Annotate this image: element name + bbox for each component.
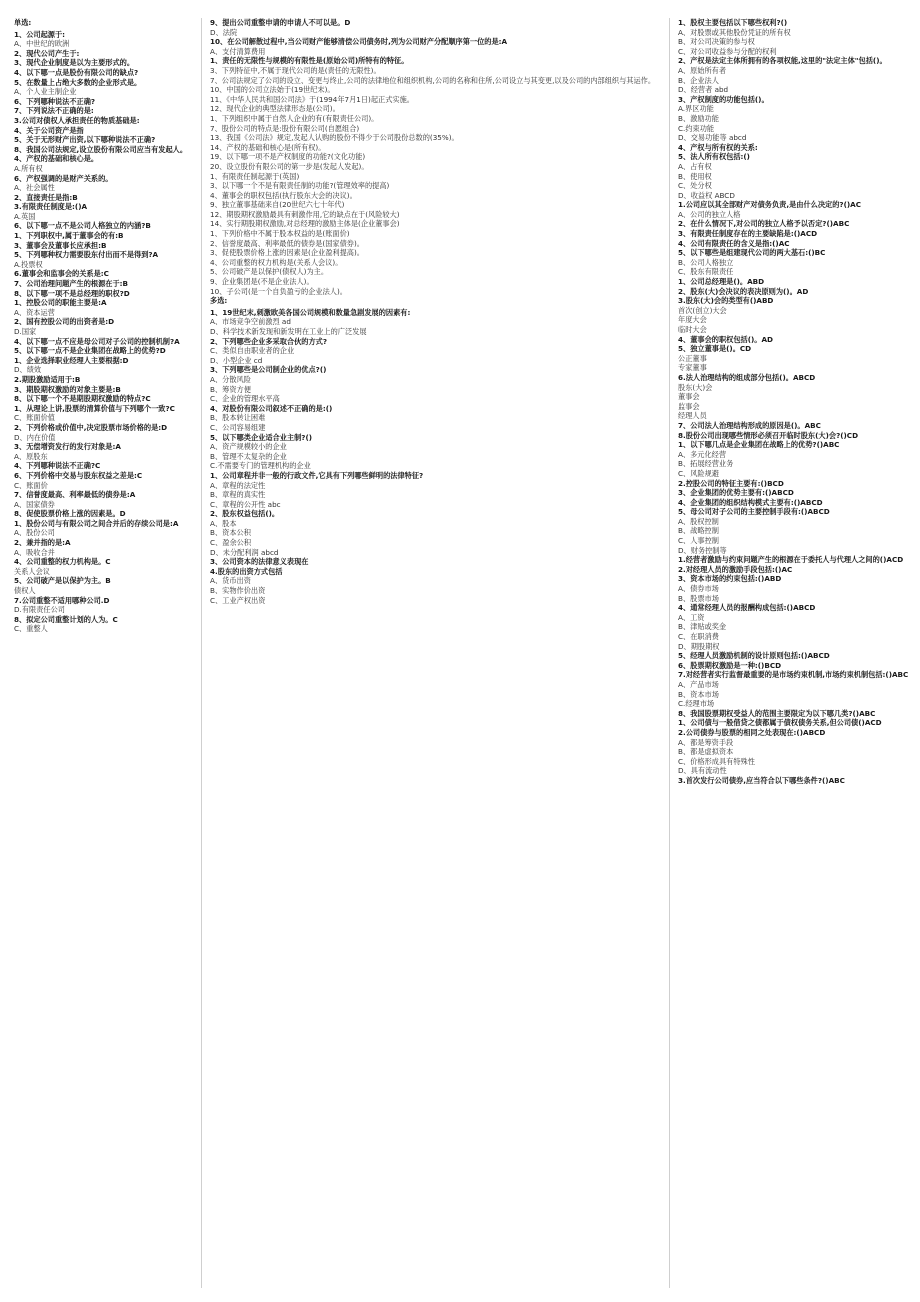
section-heading: 单选: — [14, 18, 32, 27]
question-line: 1、以下哪几点是企业集团在战略上的优势?()ABC — [678, 440, 840, 450]
question-line: 4.股东的出资方式包括 — [210, 566, 283, 576]
question-line: 7、信誉度最高、利率最低的债券是:A — [14, 490, 136, 500]
question-line: 1、公司债与一般借贷之债都属于债权债务关系,但公司债()ACD — [678, 718, 882, 728]
question-line: 1.经营者激励与约束问题产生的根源在于委托人与代理人之间的()ACD — [678, 555, 904, 565]
question-line: 2.控股公司的特征主要有:()BCD — [678, 478, 784, 488]
answer-line: A、个人业主制企业 — [14, 87, 77, 97]
question-line: 4、下列哪种说法不正确?C — [14, 461, 101, 471]
answer-line: C、账面价值 — [14, 413, 55, 423]
answer-line: C、章程的公开性 abc — [210, 499, 281, 509]
answer-line: C、工业产权出资 — [210, 595, 266, 605]
question-line: 4、对股份有限公司叙述不正确的是:() — [210, 403, 333, 413]
question-line: 3、无偿增资发行的发行对象是:A — [14, 442, 121, 452]
answer-line: 7、公司法规定了公司的设立、变更与终止,公司的法律地位和组织机构,公司的名称和住所,公司设立与其变更,以及公司的内部组织与其运作。 — [210, 75, 656, 85]
question-line: 1、公司总经理是()。ABD — [678, 277, 765, 287]
answer-line: C、重整人 — [14, 624, 48, 634]
question-line: 3、下列哪些是公司制企业的优点?() — [210, 365, 327, 375]
answer-line: A、占有权 — [678, 161, 712, 171]
answer-line: A、股权控制 — [678, 516, 719, 526]
answer-line: 7、股份公司的特点是:股份有限公司(自愿组合) — [210, 123, 360, 133]
answer-line: A、支付清算费用 — [210, 46, 266, 56]
question-line: 3.首次发行公司债券,应当符合以下哪些条件?()ABC — [678, 775, 845, 785]
answer-line: A、原股东 — [14, 451, 48, 461]
answer-line: 股东(大)会 — [678, 382, 713, 392]
answer-line: D、财务控制等 — [678, 545, 727, 555]
question-line: 4、以下哪一点不应是母公司对子公司的控制机制?A — [14, 336, 180, 346]
question-line: 3.股东(大)会的类型有()ABD — [678, 296, 774, 306]
answer-line: C、类似自由职业者的企业 — [210, 346, 295, 356]
question-line: 4、通常经理人员的报酬构成包括:()ABCD — [678, 603, 816, 613]
question-line: 2.公司债券与股票的相同之处表现在:()ABCD — [678, 727, 826, 737]
question-line: 5、经理人员激励机制的设计原则包括:()ABCD — [678, 651, 830, 661]
answer-line: D、交易功能等 abcd — [678, 133, 747, 143]
question-line: 5、以下哪类企业适合业主制?() — [210, 432, 313, 442]
answer-line: 5、公司破产是以保护(债权人)为主。 — [210, 267, 329, 277]
answer-line: A、社会属性 — [14, 183, 55, 193]
question-line: 2、国有控股公司的出资者是:D — [14, 317, 115, 327]
question-line: 3、企业集团的优势主要有:()ABCD — [678, 488, 794, 498]
answer-line: A.所有权 — [14, 163, 43, 173]
question-line: 3、公司资本的法律意义表现在 — [210, 557, 309, 567]
column-right — [669, 18, 908, 1288]
answer-line: A.英国 — [14, 211, 36, 221]
question-line: 2、股东权益包括()。 — [210, 509, 280, 519]
question-line: 2、股东(大)会决议的表决原则为()。AD — [678, 286, 809, 296]
answer-line: C、公司容易组建 — [210, 422, 266, 432]
question-line: 2、产权是法定主体所拥有的各项权能,这里的"法定主体"包括()。 — [678, 56, 887, 66]
question-line: 10、在公司解散过程中,当公司财产能够清偿公司债务时,列为公司财产分配顺序第一位的是:A — [210, 37, 508, 47]
answer-line: 关系人会议 — [14, 566, 50, 576]
answer-line: 2、信誉度最高、利率最低的债券是(国家债券)。 — [210, 238, 364, 248]
question-line: 5、以下哪些是组建现代公司的两大基石:()BC — [678, 248, 826, 258]
answer-line: A、分散风险 — [210, 374, 251, 384]
question-line: 7.对经营者实行监督最重要的是市场约束机制,市场约束机制包括:()ABC — [678, 670, 909, 680]
question-line: 3.公司对债权人承担责任的物质基础是: — [14, 115, 140, 125]
answer-line: D、小型企业 cd — [210, 355, 263, 365]
answer-line: 10、中国的公司立法始于(19世纪末)。 — [210, 85, 335, 95]
answer-line: C、账面价 — [14, 480, 48, 490]
question-line: 6、产权强调的是财产关系的。 — [14, 173, 113, 183]
question-line: 5、以下哪一点不是企业集团在战略上的优势?D — [14, 346, 166, 356]
answer-line: B、对公司决策的参与权 — [678, 37, 755, 47]
answer-line: A、对股票或其他股份凭证的所有权 — [678, 27, 791, 37]
question-line: 4、产权与所有权的关系: — [678, 142, 758, 152]
answer-line: D、法院 — [210, 27, 238, 37]
question-line: 5、公司破产是以保护为主。B — [14, 576, 111, 586]
question-line: 4、企业集团的组织结构模式主要有:()ABCD — [678, 497, 823, 507]
question-line: 3、有限责任制度存在的主要缺陷是:()ACD — [678, 229, 818, 239]
answer-line: B、激励功能 — [678, 113, 719, 123]
answer-line: D、内在价值 — [14, 432, 56, 442]
answer-line: A、资本运营 — [14, 307, 55, 317]
question-line: 8、我国公司法规定,设立股份有限公司应当有发起人。 — [14, 144, 188, 154]
answer-line: 4、公司重整的权力机构是(关系人会议)。 — [210, 257, 343, 267]
answer-line: A.界区功能 — [678, 104, 714, 114]
question-line: 6、股票期权激励是一种:()BCD — [678, 660, 782, 670]
answer-line: D、期股期权 — [678, 641, 720, 651]
answer-line: A、债券市场 — [678, 584, 719, 594]
question-line: 6.法人治理结构的组成部分包括()。ABCD — [678, 372, 816, 382]
question-line: 1、公司章程并非一般的行政文件,它具有下列哪些鲜明的法律特征? — [210, 470, 424, 480]
question-line: 3、产权制度的功能包括()。 — [678, 94, 769, 104]
answer-line: B、管理不太复杂的企业 — [210, 451, 287, 461]
answer-line: B、资本公积 — [210, 528, 251, 538]
answer-line: 经理人员 — [678, 411, 707, 421]
question-line: 4、公司重整的权力机构是。C — [14, 557, 111, 567]
answer-line: 3、下列特征中,不属于现代公司的是(责任的无限性)。 — [210, 65, 381, 75]
answer-line: 董事会 — [678, 392, 700, 402]
answer-line: B、资本市场 — [678, 689, 719, 699]
answer-line: A、工资 — [678, 612, 705, 622]
question-line: 3.有限责任制度是:()A — [14, 202, 88, 212]
question-line: 4、公司有限责任的含义是指:()AC — [678, 238, 790, 248]
answer-line: B、企业法人 — [678, 75, 719, 85]
question-line: 2、现代公司产生于: — [14, 48, 80, 58]
answer-line: A、市场竞争空前激烈 ad — [210, 317, 291, 327]
question-line: 4、董事会的职权包括()。AD — [678, 334, 773, 344]
question-line: 1、责任的无限性与规模的有限性是(原始公司)所特有的特征。 — [210, 56, 409, 66]
answer-line: A、资产规模较小的企业 — [210, 442, 287, 452]
answer-line: B、股本转让困难 — [210, 413, 266, 423]
answer-line: D、绩效 — [14, 365, 42, 375]
answer-line: 12、现代企业的典型法律形态是(公司)。 — [210, 104, 340, 114]
answer-line: 1、下列价格中不属于股本权益的是(账面价) — [210, 229, 350, 239]
question-line: 7.公司重整不适用哪种公司.D — [14, 595, 110, 605]
answer-line: 3、促使股票价格上涨的因素是(企业盈利提高)。 — [210, 248, 364, 258]
answer-line: A、都是筹资手段 — [678, 737, 734, 747]
answer-line: A、股本 — [210, 518, 237, 528]
question-line: 8、促使股票价格上涨的因素是。D — [14, 509, 126, 519]
answer-line: C、股东有限责任 — [678, 267, 734, 277]
question-line: 5、母公司对子公司的主要控制手段有:()ABCD — [678, 507, 830, 517]
answer-line: 19、以下哪一项不是产权制度的功能?(文化功能) — [210, 152, 366, 162]
answer-line: 13、我国《公司法》规定,发起人认购的股份不得少于公司股份总数的(35%)。 — [210, 133, 459, 143]
answer-line: C、处分权 — [678, 181, 712, 191]
answer-line: 20、设立股份有限公司的第一步是(发起人发起)。 — [210, 161, 369, 171]
answer-line: 年度大会 — [678, 315, 707, 325]
answer-line: A、中世纪的欧洲 — [14, 39, 70, 49]
answer-line: 公正董事 — [678, 353, 707, 363]
section-heading: 多选: — [210, 296, 228, 306]
answer-line: C.不需要专门的管理机构的企业 — [210, 461, 311, 471]
question-line: 8、拟定公司重整计划的人为。C — [14, 614, 118, 624]
answer-line: D、未分配利润 abcd — [210, 547, 279, 557]
question-line: 8、以下哪一项不是总经理的职权?D — [14, 288, 130, 298]
question-line: 7、下列说法不正确的是: — [14, 106, 94, 116]
question-line: 2、在什么情况下,对公司的独立人格予以否定?()ABC — [678, 219, 850, 229]
answer-line: A.投票权 — [14, 259, 43, 269]
question-line: 2.对经理人员的激励手段包括:()AC — [678, 564, 793, 574]
answer-line: 1、下列组织中属于自然人企业的有(有限责任公司)。 — [210, 113, 379, 123]
question-line: 6、以下哪一点不是公司人格独立的内涵?B — [14, 221, 151, 231]
question-line: 5、下列哪种权力需要股东付出而不是得到?A — [14, 250, 159, 260]
answer-line: A、原始所有者 — [678, 65, 727, 75]
answer-line: B、使用权 — [678, 171, 712, 181]
answer-line: B、实物作价出资 — [210, 586, 266, 596]
answer-line: C、风险规避 — [678, 468, 719, 478]
answer-line: 专家董事 — [678, 363, 707, 373]
answer-line: D、具有流动性 — [678, 766, 727, 776]
question-line: 5、独立董事是()。CD — [678, 344, 752, 354]
question-line: 4、以下哪一点是股份有限公司的缺点? — [14, 67, 139, 77]
question-line: 2、下列价格或价值中,决定股票市场价格的是:D — [14, 422, 168, 432]
question-line: 7、公司治理问题产生的根源在于:B — [14, 279, 128, 289]
answer-line: 12、期股期权激励最具有刺激作用,它的缺点在于(风险较大) — [210, 209, 400, 219]
answer-line: 临时大会 — [678, 325, 707, 334]
answer-line: B、津贴或奖金 — [678, 622, 727, 632]
answer-line: 9、独立董事基础来自(20世纪六七十年代) — [210, 200, 345, 210]
answer-line: A、产品市场 — [678, 679, 719, 689]
question-line: 1、从理论上讲,股票的清算价值与下列哪个一致?C — [14, 403, 175, 413]
question-line: 8、我国股票期权受益人的范围主要限定为以下哪几类?()ABC — [678, 708, 876, 718]
answer-line: 10、子公司(是一个自负盈亏的企业法人)。 — [210, 286, 347, 296]
question-line: 1、企业选择职业经理人主要根据:D — [14, 355, 129, 365]
answer-line: B、战略控制 — [678, 526, 719, 536]
answer-line: D.有限责任公司 — [14, 605, 65, 615]
question-line: 1、控股公司的职能主要是:A — [14, 298, 107, 308]
answer-line: C.约束功能 — [678, 123, 715, 133]
question-line: 5、法人所有权包括:() — [678, 152, 750, 162]
answer-line: B、章程的真实性 — [210, 490, 266, 500]
question-line: 4、关于公司资产是指 — [14, 125, 84, 135]
column-middle — [201, 18, 655, 1288]
question-line: 1、19世纪末,刺激欧美各国公司规模和数量急剧发展的因素有: — [210, 307, 411, 317]
answer-line: 9、企业集团是(不是企业法人)。 — [210, 277, 314, 287]
answer-line: 14、实行期股期权激励,对总经理的激励主体是(企业董事会) — [210, 219, 400, 229]
question-line: 2.期股激励适用于:B — [14, 374, 81, 384]
answer-line: 11、《中华人民共和国公司法》于(1994年7月1日)起正式实施。 — [210, 94, 414, 104]
answer-line: A、公司的独立人格 — [678, 209, 741, 219]
answer-line: B、股票市场 — [678, 593, 719, 603]
question-line: 3、期股期权激励的对象主要是:B — [14, 384, 121, 394]
answer-line: C、企业的管理水平高 — [210, 394, 280, 404]
answer-line: D、经营者 abd — [678, 85, 729, 95]
question-line: 6、下列价格中交易与股东权益之差是:C — [14, 470, 143, 480]
question-line: 2、下列哪些企业多采取合伙的方式? — [210, 336, 328, 346]
answer-line: C、价格形成具有特殊性 — [678, 756, 755, 766]
answer-line: 4、董事会的职权包括(执行股东大会的决议)。 — [210, 190, 357, 200]
question-line: 8、以下哪一个不是期股期权激励的特点?C — [14, 394, 151, 404]
answer-line: A、货币出资 — [210, 576, 251, 586]
question-line: 9、提出公司重整申请的申请人不可以是。D — [210, 18, 351, 27]
answer-line: 监事会 — [678, 401, 700, 411]
answer-line: A、吸收合并 — [14, 547, 55, 557]
document-page — [14, 18, 909, 1288]
answer-line: A、多元化经营 — [678, 449, 727, 459]
answer-line: A、国家债券 — [14, 499, 55, 509]
answer-line: 债权人 — [14, 586, 36, 596]
answer-line: 3、以下哪一个不是有限责任制的功能?(管理效率的提高) — [210, 181, 390, 191]
column-left — [14, 18, 187, 1288]
answer-line: A、股份公司 — [14, 528, 55, 538]
answer-line: B、筹资方便 — [210, 384, 251, 394]
answer-line: B、公司人格独立 — [678, 257, 734, 267]
question-line: 2、直接责任是指:B — [14, 192, 78, 202]
question-line: 1、下列职权中,属于董事会的有:B — [14, 231, 124, 241]
answer-line: C、在职消费 — [678, 632, 719, 641]
question-line: 2、兼并指的是:A — [14, 538, 71, 548]
answer-line: D.国家 — [14, 327, 37, 336]
question-line: 5、关于无形财产出资,以下哪种说法不正确? — [14, 135, 156, 145]
question-line: 3、现代企业制度是以为主要形式的。 — [14, 58, 135, 68]
answer-line: C、人事控制 — [678, 536, 719, 546]
answer-line: 1、有限责任制起源于(英国) — [210, 171, 300, 181]
question-line: 3、董事会及董事长应承担:B — [14, 240, 107, 250]
answer-line: B、都是虚拟资本 — [678, 747, 734, 757]
question-line: 1.公司应以其全部财产对债务负责,是由什么决定的?()AC — [678, 200, 861, 210]
answer-line: B、拓展经营业务 — [678, 459, 734, 469]
answer-line: C、对公司收益参与分配的权利 — [678, 46, 777, 56]
question-line: 4、产权的基础和核心是。 — [14, 154, 99, 164]
answer-line: 首次(创立)大会 — [678, 305, 727, 315]
question-line: 8.股份公司出现哪些情形必须召开临时股东(大)会?()CD — [678, 430, 859, 440]
question-line: 6、下列哪种说法不正确? — [14, 96, 96, 106]
answer-line: A、章程的法定性 — [210, 480, 266, 490]
question-line: 1、股份公司与有限公司之间合并后的存续公司是:A — [14, 518, 179, 528]
answer-line: C.经理市场 — [678, 699, 715, 709]
question-line: 5、在数量上占绝大多数的企业形式是。 — [14, 77, 142, 87]
question-line: 6.董事会和监事会的关系是:C — [14, 269, 109, 279]
question-line: 3、资本市场的约束包括:()ABD — [678, 574, 782, 584]
answer-line: 14、产权的基础和核心是(所有权)。 — [210, 142, 326, 152]
answer-line: C、盈余公积 — [210, 538, 252, 548]
question-line: 7、公司法人治理结构形成的原因是()。ABC — [678, 420, 821, 430]
answer-line: D、收益权 ABCD — [678, 190, 735, 200]
question-line: 1、股权主要包括以下哪些权利?() — [678, 18, 788, 27]
question-line: 1、公司起源于: — [14, 29, 66, 39]
answer-line: D、科学技术新发现和新发明在工业上的广泛发展 — [210, 327, 367, 336]
